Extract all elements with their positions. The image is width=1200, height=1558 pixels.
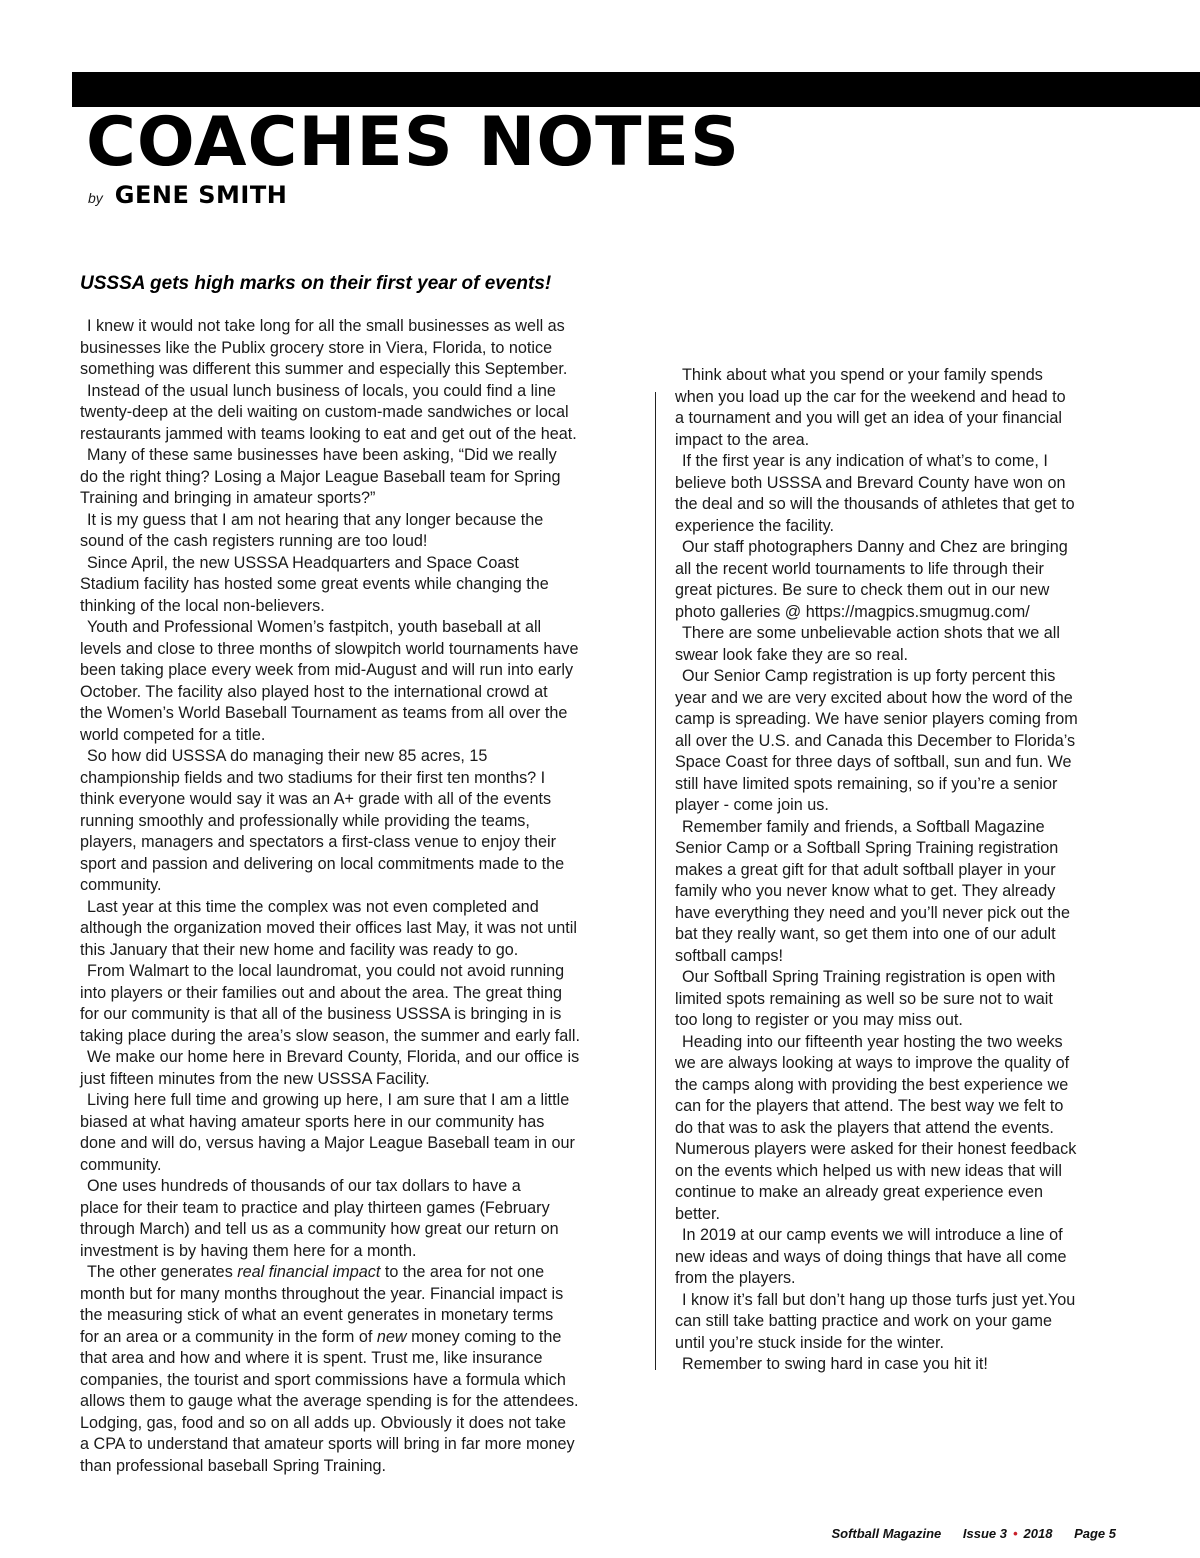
footer-magazine-name: Softball Magazine [831,1526,942,1541]
page-title: COACHES NOTES [86,103,740,182]
paragraph: Think about what you spend or your family spends when you load up the car for the weekend and head to a tournament and you will get an idea of your financial impact to the area. [675,366,1066,449]
paragraph: One uses hundreds of thousands of our tax dollars to have a place for their team to practice and play thirteen games (February through March) and tell us as a community how great our return on investment is by having them here for a month. [80,1177,559,1260]
paragraph: Youth and Professional Women’s fastpitch, youth baseball at all levels and close to three months of slowpitch world tournaments have been taking place every week from mid-August and will run into early October. The facility also played host to the international crowd at the Women’s World Baseball Tournament as teams from all over the world competed for a title. [80,618,579,744]
paragraph: If the first year is any indication of what’s to come, I believe both USSSA and Brevard County have won on the deal and so will the thousands of athletes that get to experience the facility. [675,452,1075,535]
text-run: money coming to the that area and how and where it is spent. Trust me, like insurance companies, the tourist and sport commissions have a formula which allows them to gauge what the average spending is for the attendees. Lodging, gas, food and so on all adds up. Obviously it does not take a CPA to understand that amateur sports will bring in far more money than professional baseball Spring Training. [80,1327,579,1475]
paragraph: Heading into our fifteenth year hosting the two weeks we are always looking at ways to improve the quality of the camps along with providing the best experience we can for the players that attend. The best way we felt to do that was to ask the players that attend the events. Numerous players were asked for their honest feedback on the events which helped us with new ideas that will continue to make an already great experience even better. [675,1032,1077,1223]
emphasis-new: new [376,1327,407,1346]
text-run: to the area for not one month but for many months throughout the year. Financial impact is the measuring stick of what an event generates in monetary terms for an area or a community in the form of [80,1263,564,1346]
paragraph: It is my guess that I am not hearing that any longer because the sound of the cash registers running are too loud! [80,510,544,550]
column-divider [655,392,656,1370]
paragraph: Our staff photographers Danny and Chez are bringing all the recent world tournaments to life through their great pictures. Be sure to check them out in our new photo galleries @ https://magpics.smugmug.com/ [675,538,1068,621]
paragraph: I knew it would not take long for all the small businesses as well as businesses like the Publix grocery store in Viera, Florida, to notice something was different this summer and especially this September. [80,317,568,378]
article-column-left [80,316,640,1477]
paragraph: From Walmart to the local laundromat, you could not avoid running into players or their families out and about the area. The great thing for our community is that all of the business USSSA is bringing in is taking place during the area’s slow season, the summer and early fall. [80,962,580,1045]
text-run: The other generates [87,1263,238,1281]
footer-bullet: • [1012,1526,1018,1541]
article-subhead: USSSA gets high marks on their first year of events! [80,273,552,294]
paragraph: Last year at this time the complex was not even completed and although the organization moved their offices last May, it was not until this January that their new home and facility was ready to go. [80,897,577,959]
paragraph-financial-impact [80,1262,640,1477]
paragraph: We make our home here in Brevard County, Florida, and our office is just fifteen minutes from the new USSSA Facility. [80,1048,580,1088]
paragraph: Many of these same businesses have been asking, “Did we really do the right thing? Losing a Major League Baseball team for Spring Training and bringing in amateur sports?” [80,446,561,507]
article-column-right [675,365,1135,1376]
byline-by: by [88,190,103,206]
footer-issue: Issue 3 [962,1526,1007,1541]
paragraph: In 2019 at our camp events we will introduce a line of new ideas and ways of doing things that have all come from the players. [675,1226,1067,1287]
footer-year: 2018 [1023,1526,1053,1541]
footer-page-number: Page 5 [1074,1526,1116,1541]
paragraph: Living here full time and growing up here, I am sure that I am a little biased at what having amateur sports here in our community has done and will do, versus having a Major League Baseball team in our community. [80,1091,575,1174]
paragraph: Remember to swing hard in case you hit it! [682,1355,988,1373]
paragraph: There are some unbelievable action shots that we all swear look fake they are so real. [675,624,1060,664]
paragraph: Our Softball Spring Training registration is open with limited spots remaining as well so be sure not to wait too long to register or you may miss out. [675,968,1056,1029]
paragraph: Remember family and friends, a Softball Magazine Senior Camp or a Softball Spring Training registration makes a great gift for that adult softball player in your family who you never know what to get. They already have everything they need and you’ll never pick out the bat they really want, so get them into one of our adult softball camps! [675,817,1071,965]
paragraph: Our Senior Camp registration is up forty percent this year and we are very excited about how the word of the camp is spreading. We have senior players coming from all over the U.S. and Canada this December to Florida’s Space Coast for three days of softball, sun and fun. We still have limited spots remaining, so if you’re a senior player - come join us. [675,667,1078,814]
emphasis-real-financial-impact: real financial impact [237,1263,381,1281]
paragraph: Instead of the usual lunch business of locals, you could find a line twenty-deep at the deli waiting on custom-made sandwiches or local restaurants jammed with teams looking to eat and get out of the heat. [80,381,577,443]
page-footer [831,1526,1116,1541]
paragraph: I know it’s fall but don’t hang up those turfs just yet.You can still take batting practice and work on your game until you’re stuck inside for the winter. [675,1290,1076,1352]
byline [88,181,287,213]
paragraph: So how did USSSA do managing their new 85 acres, 15 championship fields and two stadiums for their first ten months? I think everyone would say it was an A+ grade with all of the events running smoothly and professionally while providing the teams, players, managers and spectators a first-class venue to enjoy their sport and passion and delivering on local commitments made to the community. [80,747,565,894]
author-name: GENE SMITH [114,181,288,209]
header-bar [72,72,1200,107]
paragraph: Since April, the new USSSA Headquarters and Space Coast Stadium facility has hosted some great events while changing the thinking of the local non-believers. [80,553,549,615]
